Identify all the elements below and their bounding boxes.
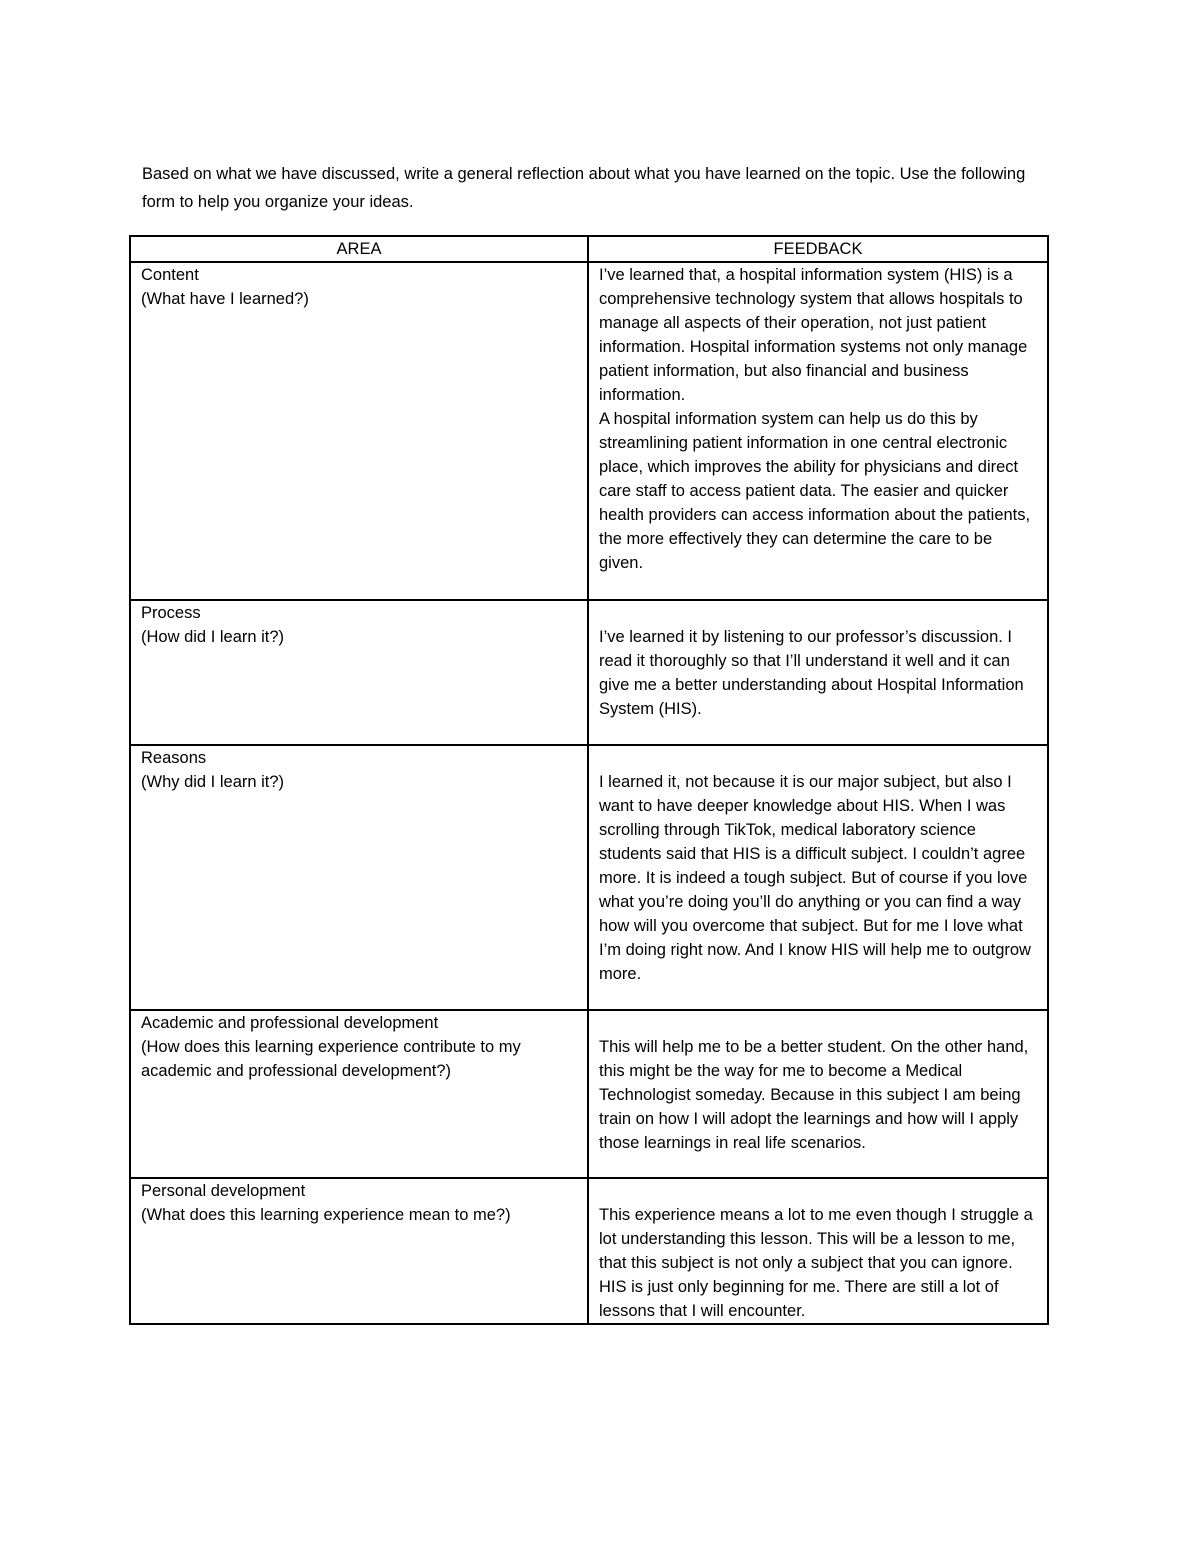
feedback-paragraph: This will help me to be a better student. On the other hand, this might be the way for me to become a Medical Technologist someday. Because in this subject I am being train on how I will adopt the learnings and how will I apply those learnings in real life scenarios.: [599, 1038, 1029, 1152]
feedback-cell: [588, 1010, 1048, 1178]
area-cell: [130, 1178, 588, 1324]
feedback-paragraph: I’ve learned that, a hospital information system (HIS) is a comprehensive technology system that allows hospitals to manage all aspects of their operation, not just patient information. Hospital information systems not only manage patient information, but also financial and business information.: [599, 266, 1028, 404]
feedback-text: [599, 1179, 1037, 1323]
area-title: Reasons: [141, 749, 207, 767]
table-header-row: [130, 236, 1048, 262]
intro-instructions: Based on what we have discussed, write a general reflection about what you have learned on the topic. Use the following form to help you organize your ideas.: [142, 165, 1026, 211]
feedback-text: [599, 263, 1037, 575]
reflection-form-table: [129, 235, 1049, 1325]
area-header: AREA: [130, 236, 588, 262]
table-row: [130, 600, 1048, 745]
area-cell: [130, 262, 588, 600]
feedback-paragraph: This experience means a lot to me even though I struggle a lot understanding this lesson. This will be a lesson to me, that this subject is not only a subject that you can ignore. HIS is just only beginning for me. There are still a lot of lessons that I will encounter.: [599, 1206, 1033, 1320]
feedback-cell: [588, 600, 1048, 745]
feedback-text: [599, 601, 1037, 721]
area-question: (What have I learned?): [141, 290, 309, 308]
area-title: Content: [141, 266, 199, 284]
area-cell: [130, 600, 588, 745]
table-row: [130, 262, 1048, 600]
area-title: Process: [141, 604, 201, 622]
table-row: [130, 1178, 1048, 1324]
area-title: Personal development: [141, 1182, 306, 1200]
area-cell: [130, 1010, 588, 1178]
feedback-paragraph: I’ve learned it by listening to our professor’s discussion. I read it thoroughly so that I’ll understand it well and it can give me a better understanding about Hospital Information System (HIS).: [599, 628, 1024, 718]
table-row: [130, 745, 1048, 1010]
area-question: (How did I learn it?): [141, 628, 285, 646]
table-row: [130, 1010, 1048, 1178]
area-cell: [130, 745, 588, 1010]
area-title: Academic and professional development: [141, 1014, 439, 1032]
feedback-cell: [588, 262, 1048, 600]
feedback-cell: [588, 1178, 1048, 1324]
feedback-paragraph: I learned it, not because it is our major subject, but also I want to have deeper knowledge about HIS. When I was scrolling through TikTok, medical laboratory science students said that HIS is a difficult subject. I couldn’t agree more. It is indeed a tough subject. But of course if you love what you’re doing you’ll do anything or you can find a way how will you overcome that subject. But for me I love what I’m doing right now. And I know HIS will help me to outgrow more.: [599, 773, 1031, 983]
area-question: (How does this learning experience contribute to my academic and professional development?): [141, 1038, 521, 1080]
area-question: (What does this learning experience mean to me?): [141, 1206, 511, 1224]
feedback-paragraph: A hospital information system can help us do this by streamlining patient information in one central electronic place, which improves the ability for physicians and direct care staff to access patient data. The easier and quicker health providers can access information about the patients, the more effectively they can determine the care to be given.: [599, 410, 1031, 572]
feedback-cell: [588, 745, 1048, 1010]
feedback-header: FEEDBACK: [588, 236, 1048, 262]
feedback-text: [599, 1011, 1037, 1155]
area-question: (Why did I learn it?): [141, 773, 285, 791]
feedback-text: [599, 746, 1037, 986]
